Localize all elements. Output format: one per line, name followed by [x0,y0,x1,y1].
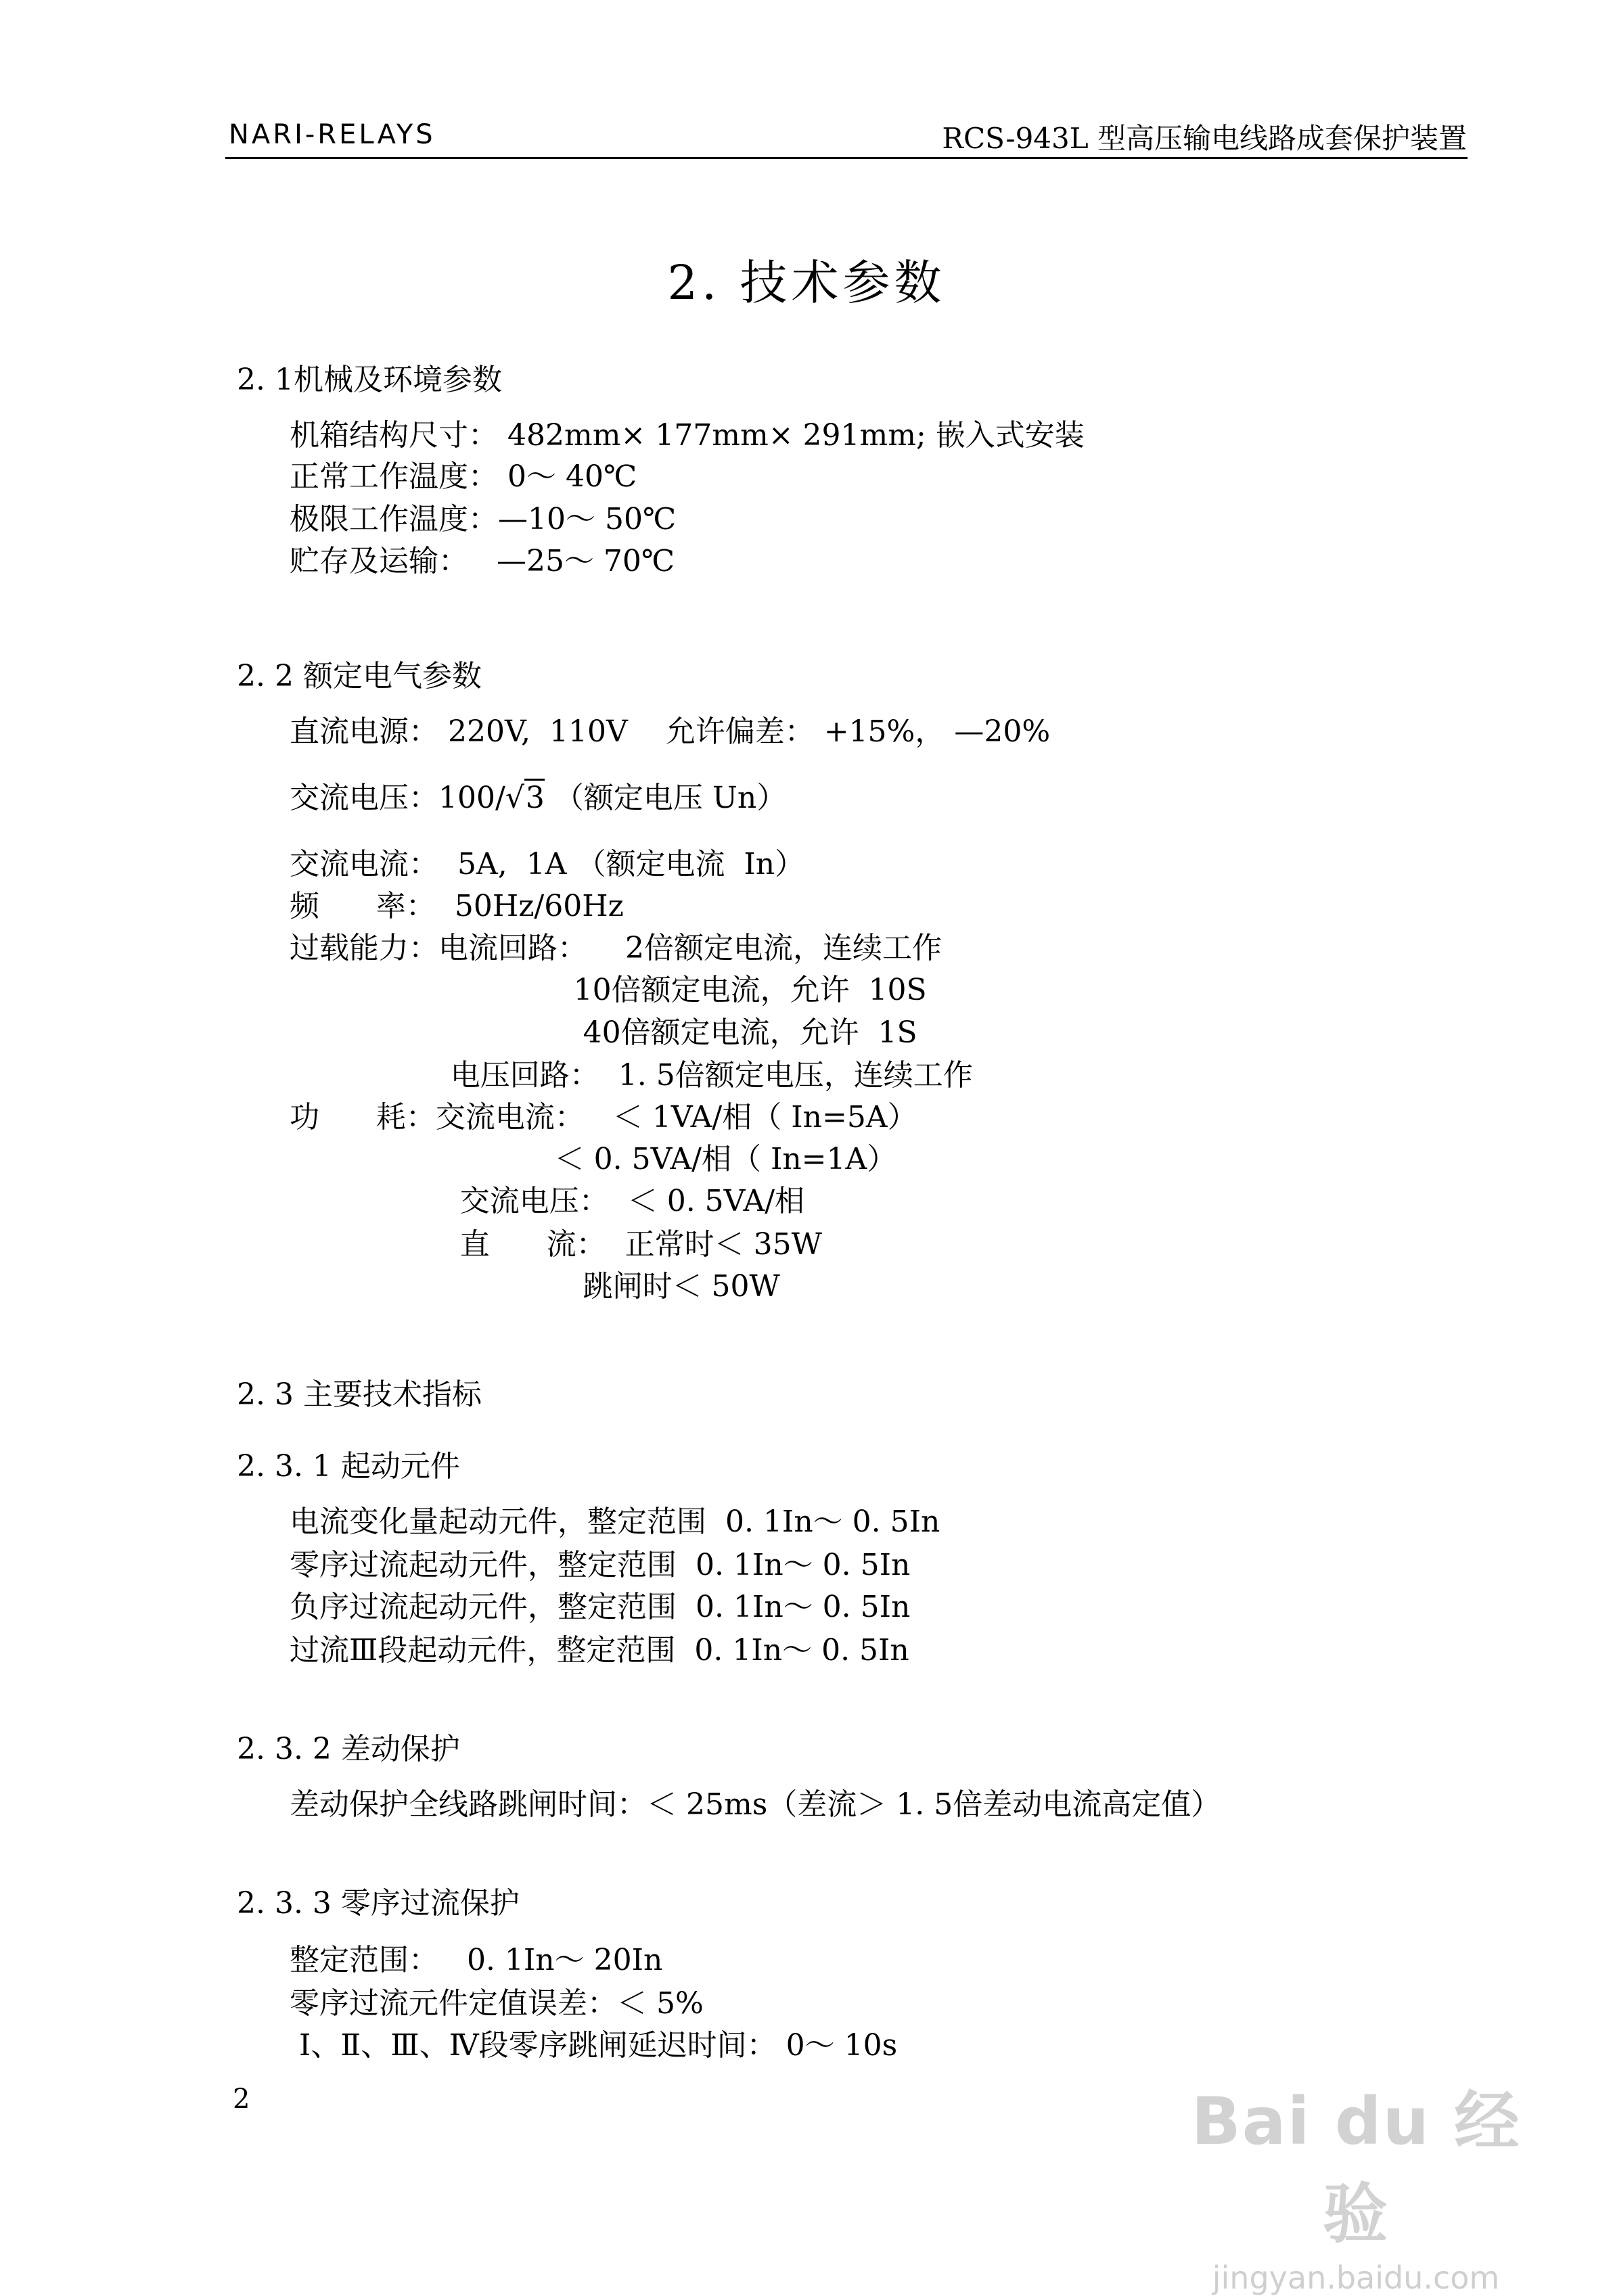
sqrt-symbol: √3 [505,783,545,813]
spec-line: 零序过流起动元件，整定范围 0. 1In～ 0. 5In [290,1548,911,1582]
spec-line: 差动保护全线路跳闸时间：＜ 25ms（差流＞ 1. 5倍差动电流高定值） [290,1787,1221,1822]
header-product-title: RCS-943L 型高压输电线路成套保护装置 [942,122,1467,155]
spec-line: ＜ 0. 5VA/相（ In=1A） [290,1142,897,1176]
section-heading-2-3-1: 2. 3. 1 起动元件 [237,1449,460,1484]
spec-line: 电压回路： 1. 5倍额定电压，连续工作 [290,1058,973,1093]
section-heading-2-3: 2. 3 主要技术指标 [237,1377,482,1412]
watermark-url: jingyan.baidu.com [1212,2259,1500,2296]
watermark-brand: Bai du 经验 [1191,2084,1521,2252]
spec-line: Ⅰ、Ⅱ、Ⅲ、Ⅳ段零序跳闸延迟时间： 0～ 10s [290,2028,898,2063]
page-number: 2 [233,2084,250,2115]
sqrt-radicand: 3 [524,779,545,815]
spec-line: 电流变化量起动元件，整定范围 0. 1In～ 0. 5In [290,1505,940,1539]
ac-voltage-suffix: （额定电压 Un） [544,781,787,815]
spec-line: 跳闸时＜ 50W [290,1269,780,1304]
baidu-watermark [1180,2070,1532,2296]
ac-voltage-prefix: 交流电压：100/ [290,781,505,815]
spec-line: 过载能力：电流回路： 2倍额定电流，连续工作 [290,931,942,965]
section-heading-2-3-2: 2. 3. 2 差动保护 [237,1732,460,1766]
spec-line: 交流电流： 5A, 1A （额定电流 In） [290,847,805,881]
spec-line: 40倍额定电流，允许 1S [290,1015,917,1050]
spec-line-dc-power: 直流电源： 220V, 110V 允许偏差： +15%， —20% [290,714,1051,749]
spec-line: 正常工作温度： 0～ 40℃ [290,459,637,494]
spec-line: 贮存及运输： —25～ 70℃ [290,544,675,578]
spec-line: 频 率： 50Hz/60Hz [290,889,624,923]
spec-line: 机箱结构尺寸： 482mm× 177mm× 291mm; 嵌入式安装 [290,418,1085,453]
section-heading-2-3-3: 2. 3. 3 零序过流保护 [237,1886,520,1921]
spec-line: 整定范围： 0. 1In～ 20In [290,1943,663,1977]
page-title: 2. 技术参数 [667,255,946,311]
spec-line: 零序过流元件定值误差：＜ 5% [290,1986,704,2021]
spec-line: 负序过流起动元件，整定范围 0. 1In～ 0. 5In [290,1590,911,1624]
spec-line-ac-voltage [290,783,786,813]
section-heading-2-1: 2. 1机械及环境参数 [237,363,502,397]
spec-line: 过流Ⅲ段起动元件，整定范围 0. 1In～ 0. 5In [290,1633,909,1668]
header-divider [225,157,1468,159]
spec-line: 10倍额定电流，允许 10S [290,973,927,1007]
header-brand: NARI-RELAYS [229,119,436,150]
section-heading-2-2: 2. 2 额定电气参数 [237,659,482,693]
spec-line: 直 流： 正常时＜ 35W [290,1227,822,1262]
spec-line: 功 耗：交流电流： ＜ 1VA/相（ In=5A） [290,1100,917,1134]
spec-line: 交流电压： ＜ 0. 5VA/相 [290,1184,805,1218]
spec-line: 极限工作温度：—10～ 50℃ [290,502,677,536]
